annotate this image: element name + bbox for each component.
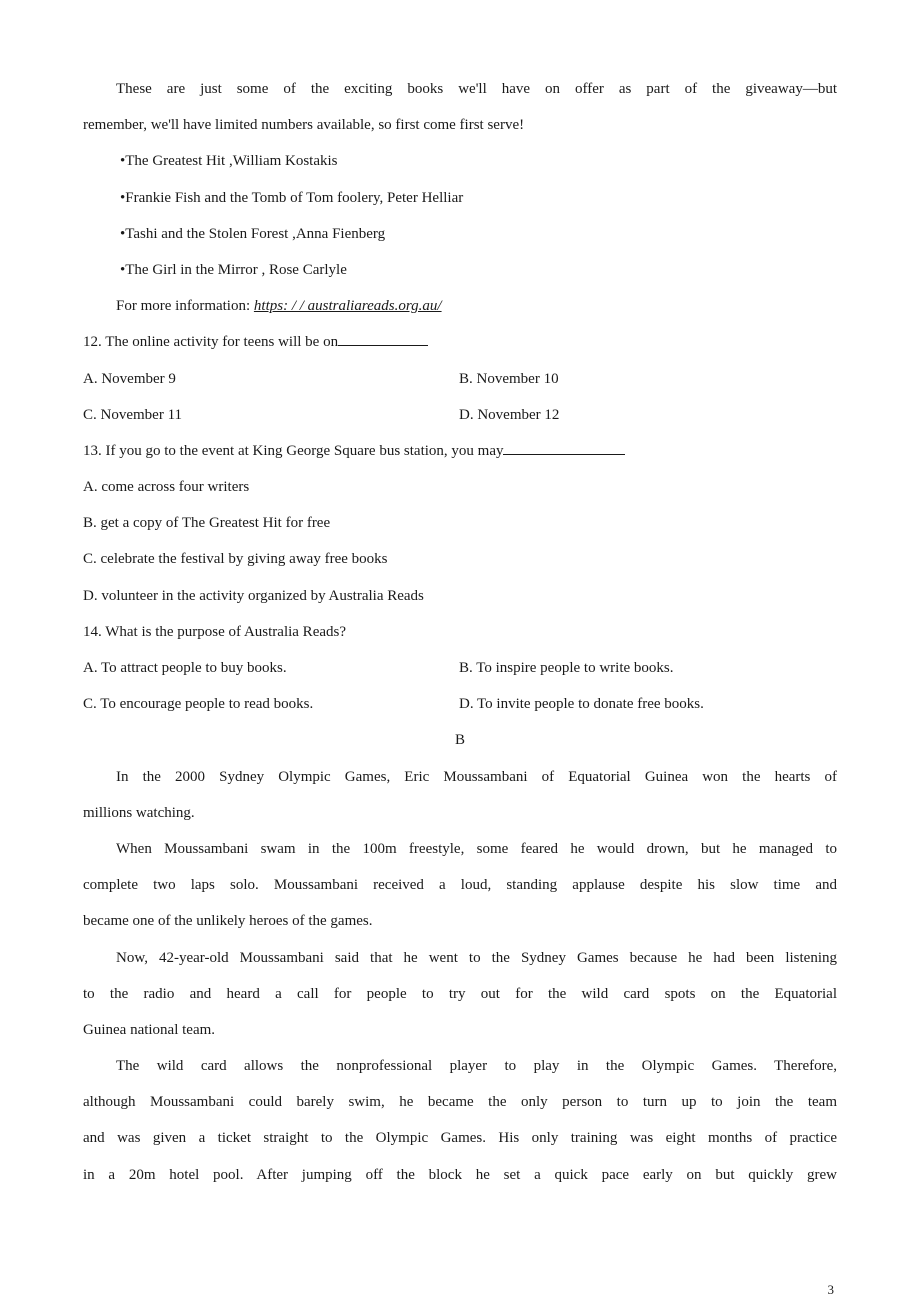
- option-a: A. To attract people to buy books.: [83, 660, 287, 676]
- passage-b-line: in a 20m hotel pool. After jumping off the block he set a quick pace early on but quickly grew: [83, 1166, 837, 1183]
- passage-b-line: Now, 42-year-old Moussambani said that he went to the Sydney Games because he had been listening: [116, 949, 837, 966]
- option-b: B. To inspire people to write books.: [459, 660, 674, 676]
- document-page: [83, 74, 837, 1196]
- option-c: C. celebrate the festival by giving away free books: [83, 551, 388, 568]
- option-c: C. To encourage people to read books.: [83, 696, 314, 713]
- question-12-stem: [83, 327, 837, 363]
- question-13-stem: [83, 436, 837, 472]
- question-14-stem: 14. What is the purpose of Australia Reads?: [83, 623, 346, 640]
- passage-a-intro-line-1: These are just some of the exciting books we'll have on offer as part of the giveaway—but: [116, 81, 837, 97]
- passage-b-heading: B: [454, 732, 465, 749]
- option-a: A. come across four writers: [83, 479, 250, 496]
- option-d: D. volunteer in the activity organized by Australia Reads: [83, 587, 424, 604]
- passage-b-line: millions watching.: [83, 804, 195, 821]
- more-info-line: [83, 291, 837, 327]
- question-12-options-row-1: [83, 364, 837, 400]
- more-info-label: For more information:: [116, 298, 254, 315]
- australia-reads-link[interactable]: https: / / australiareads.org.au/: [253, 298, 442, 315]
- book-item: •The Girl in the Mirror , Rose Carlyle: [120, 261, 347, 278]
- passage-b-line: When Moussambani swam in the 100m freestyle, some feared he would drown, but he managed to: [116, 840, 837, 857]
- passage-b-line: to the radio and heard a call for people to try out for the wild card spots on the Equatorial: [83, 985, 837, 1002]
- passage-b-line: became one of the unlikely heroes of the games.: [83, 913, 373, 930]
- passage-a-intro-line-2: remember, we'll have limited numbers available, so first come first serve!: [83, 117, 525, 134]
- question-12-options-row-2: [83, 400, 837, 436]
- question-14-options-row-2: [83, 689, 837, 725]
- passage-b-line: In the 2000 Sydney Olympic Games, Eric Moussambani of Equatorial Guinea won the hearts of: [116, 768, 837, 785]
- option-b: B. November 10: [459, 370, 559, 387]
- option-a: A. November 9: [83, 370, 176, 387]
- passage-b-line: although Moussambani could barely swim, he became the only person to turn up to join the team: [83, 1094, 837, 1111]
- passage-b-line: Guinea national team.: [83, 1021, 216, 1038]
- option-c: C. November 11: [83, 406, 183, 423]
- book-item: •Tashi and the Stolen Forest ,Anna Fienberg: [120, 225, 386, 242]
- option-b: B. get a copy of The Greatest Hit for free: [83, 515, 331, 532]
- book-item: •The Greatest Hit ,William Kostakis: [120, 153, 338, 170]
- page-number: 3: [827, 1282, 834, 1297]
- book-item: •Frankie Fish and the Tomb of Tom foolery, Peter Helliar: [120, 189, 464, 206]
- option-d: D. To invite people to donate free books.: [459, 696, 704, 713]
- answer-blank: [503, 436, 625, 455]
- question-text: 12. The online activity for teens will be on: [83, 334, 339, 351]
- option-d: D. November 12: [459, 406, 560, 423]
- passage-b-line: and was given a ticket straight to the Olympic Games. His only training was eight months of practice: [83, 1130, 837, 1147]
- passage-b-line: The wild card allows the nonprofessional player to play in the Olympic Games. Therefore,: [116, 1058, 837, 1075]
- question-14-options-row-1: [83, 653, 837, 689]
- passage-b-line: complete two laps solo. Moussambani received a loud, standing applause despite his slow time and: [83, 877, 837, 894]
- answer-blank: [338, 327, 428, 346]
- question-text: 13. If you go to the event at King George Square bus station, you may: [83, 442, 504, 459]
